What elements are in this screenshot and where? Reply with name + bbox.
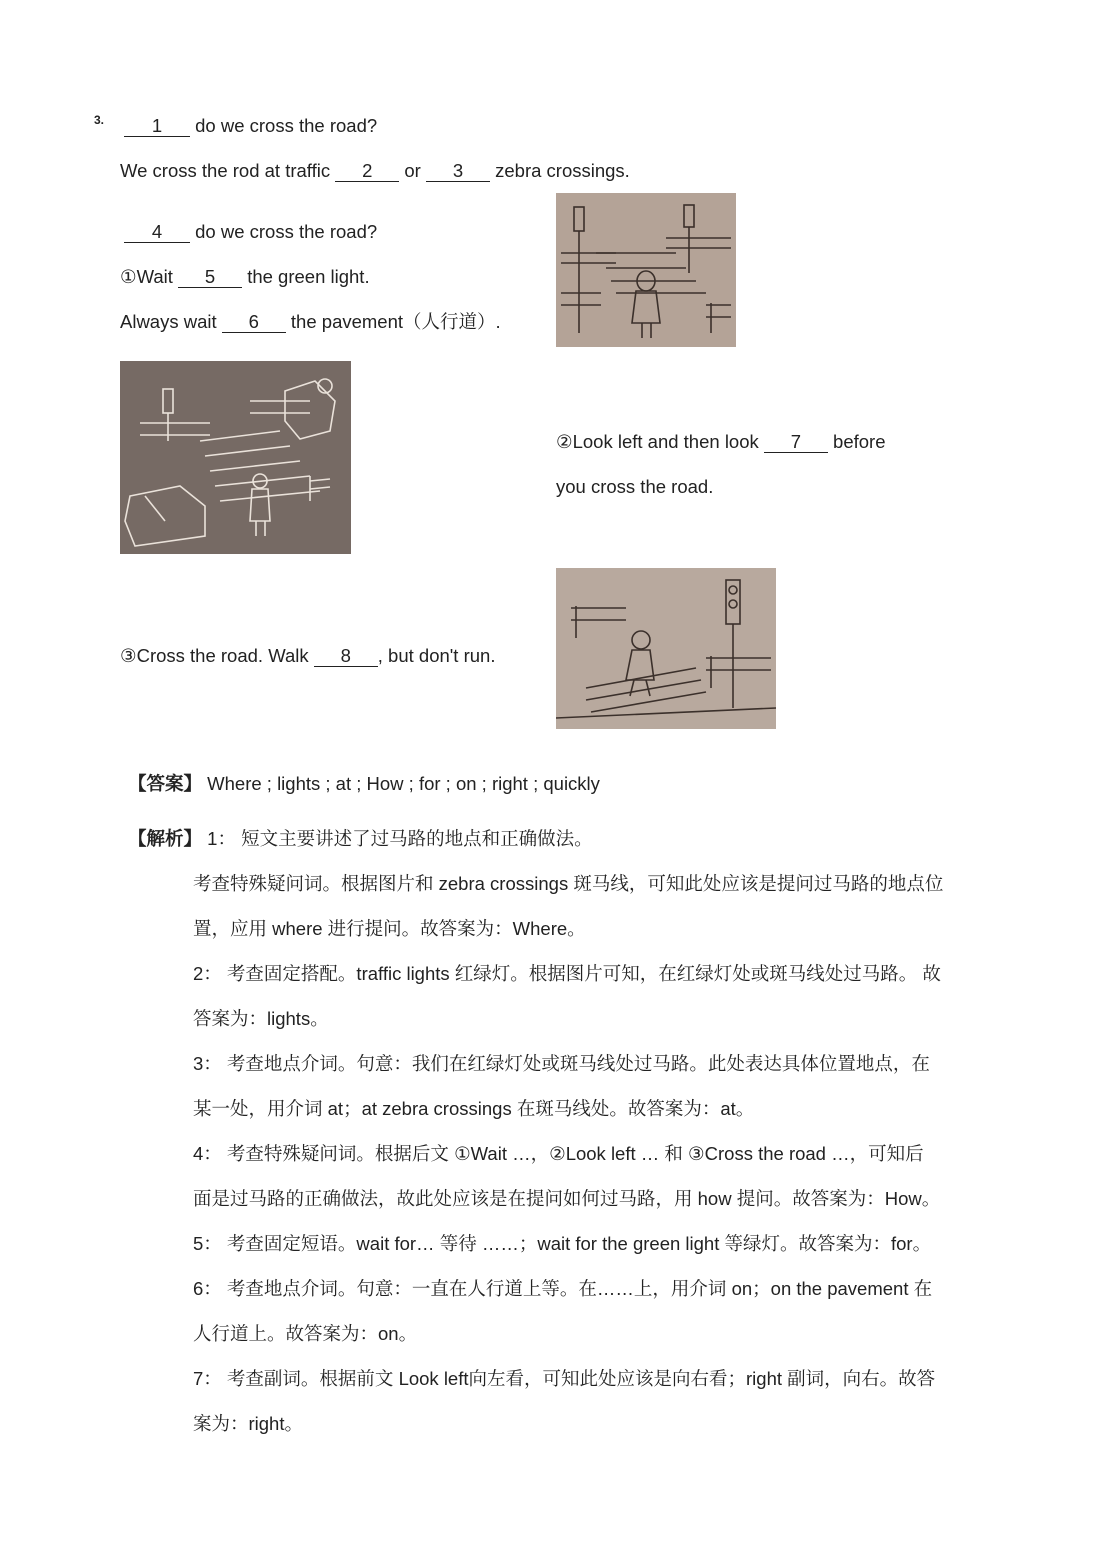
analysis-line: 考查特殊疑问词。根据图片和 zebra crossings 斑马线，可知此处应该是提问过马路的地点位 bbox=[193, 873, 944, 894]
analysis-line: 面是过马路的正确做法，故此处应该是在提问如何过马路，用 how 提问。故答案为：How。 bbox=[193, 1188, 941, 1209]
line-8-text-end: , but don't run. bbox=[377, 645, 496, 666]
question-line-6 bbox=[556, 430, 886, 454]
illustration-waiting-at-crossing bbox=[556, 193, 736, 347]
line-2-or: or bbox=[404, 160, 421, 181]
line-4-text-end: the green light. bbox=[247, 266, 370, 287]
line-3-text: do we cross the road? bbox=[195, 221, 378, 242]
blank-5: 5 bbox=[178, 267, 242, 288]
analysis-line: 某一处，用介词 at；at zebra crossings 在斑马线处。故答案为：at。 bbox=[193, 1098, 755, 1119]
answer-text: Where ; lights ; at ; How ; for ; on ; right ; quickly bbox=[207, 773, 600, 794]
blank-7: 7 bbox=[764, 432, 828, 453]
question-number: 3. bbox=[94, 113, 105, 127]
line-4-text-start: ①Wait bbox=[120, 266, 173, 287]
analysis-line: 人行道上。故答案为：on。 bbox=[193, 1323, 418, 1344]
question-line-1 bbox=[124, 114, 377, 138]
question-line-4 bbox=[120, 265, 370, 289]
analysis-line: 置，应用 where 进行提问。故答案为：Where。 bbox=[193, 918, 586, 939]
analysis-line: 案为：right。 bbox=[193, 1413, 303, 1434]
analysis-line: 4： 考查特殊疑问词。根据后文 ①Wait …，②Look left … 和 ③Cross the road …，可知后 bbox=[193, 1143, 924, 1164]
question-line-5 bbox=[120, 310, 501, 334]
blank-3: 3 bbox=[426, 161, 490, 182]
illustration-look-left-right bbox=[120, 361, 351, 554]
line-8-text-start: ③Cross the road. Walk bbox=[120, 645, 309, 666]
analysis-line: 6： 考查地点介词。句意：一直在人行道上等。在……上，用介词 on；on the pavement 在 bbox=[193, 1278, 933, 1299]
analysis-line: 答案为：lights。 bbox=[193, 1008, 329, 1029]
line-2-text-end: zebra crossings. bbox=[495, 160, 630, 181]
crossing-sketch-3 bbox=[556, 568, 776, 729]
blank-1: 1 bbox=[124, 116, 190, 137]
question-line-2 bbox=[120, 159, 630, 183]
analysis-line: 3： 考查地点介词。句意：我们在红绿灯处或斑马线处过马路。此处表达具体位置地点，在 bbox=[193, 1053, 930, 1074]
answer-label: 【答案】 bbox=[128, 773, 203, 794]
analysis-line: 7： 考查副词。根据前文 Look left向左看，可知此处应该是向右看；right 副词，向右。故答 bbox=[193, 1368, 936, 1389]
analysis-label: 【解析】 bbox=[128, 828, 203, 849]
line-5-text-start: Always wait bbox=[120, 311, 217, 332]
analysis-line: 2： 考查固定搭配。traffic lights 红绿灯。根据图片可知，在红绿灯处或斑马线处过马路。 故 bbox=[193, 963, 941, 984]
crossing-sketch-2 bbox=[120, 361, 351, 554]
analysis-body bbox=[193, 861, 1003, 1446]
analysis-header bbox=[128, 827, 593, 851]
line-6-text-start: ②Look left and then look bbox=[556, 431, 759, 452]
line-1-text: do we cross the road? bbox=[195, 115, 378, 136]
question-line-8 bbox=[120, 644, 495, 668]
line-2-text-start: We cross the rod at traffic bbox=[120, 160, 331, 181]
blank-2: 2 bbox=[335, 161, 399, 182]
blank-6: 6 bbox=[222, 312, 286, 333]
analysis-first-line: 1： 短文主要讲述了过马路的地点和正确做法。 bbox=[207, 828, 593, 849]
line-5-text-end: the pavement（人行道）. bbox=[290, 311, 501, 332]
answer-section bbox=[128, 772, 600, 796]
question-line-3 bbox=[124, 220, 377, 244]
crossing-sketch-1 bbox=[556, 193, 736, 347]
blank-4: 4 bbox=[124, 222, 190, 243]
line-6-text-end: before bbox=[833, 431, 886, 452]
question-line-7: you cross the road. bbox=[556, 476, 714, 497]
analysis-line: 5： 考查固定短语。wait for… 等待 ……；wait for the green light 等绿灯。故答案为：for。 bbox=[193, 1233, 932, 1254]
illustration-crossing-the-road bbox=[556, 568, 776, 729]
blank-8: 8 bbox=[314, 646, 378, 667]
